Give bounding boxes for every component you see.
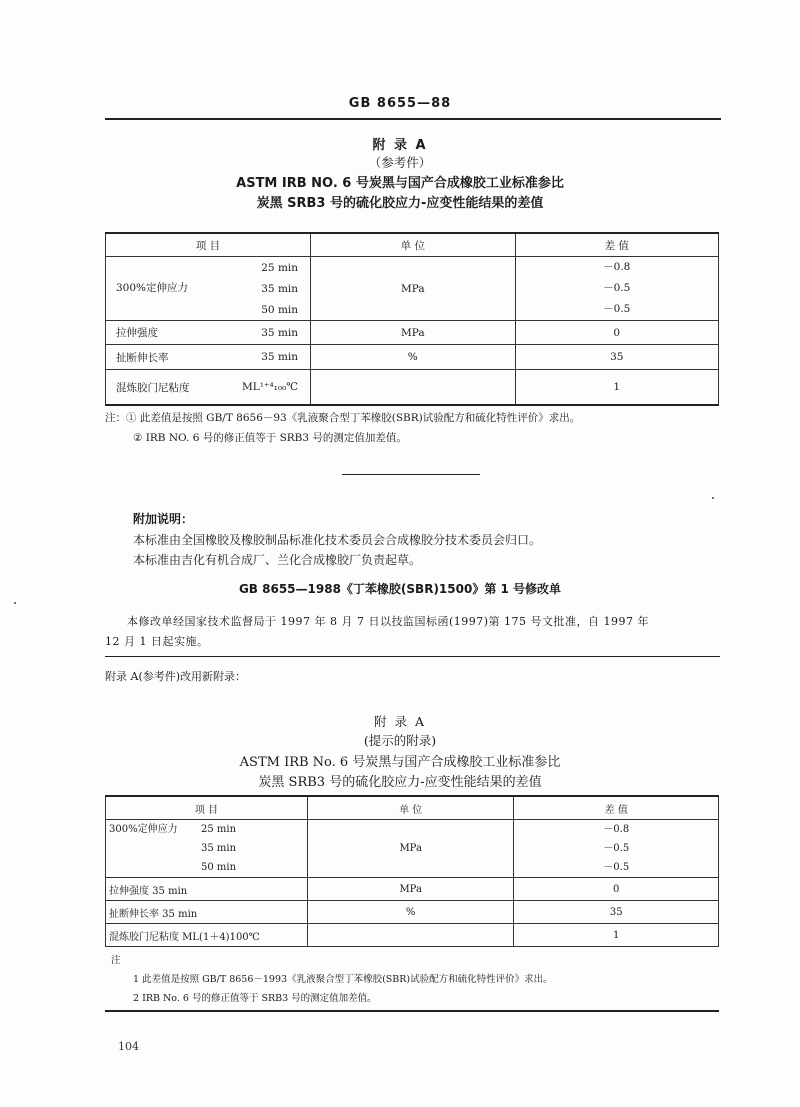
note-1: 1 此差值是按照 GB/T 8656－1993《乳液聚合型丁苯橡胶(SBR)试验配方和硫化特性评价》求出。 <box>133 974 553 985</box>
appendix-title-line2: 炭黑 SRB3 号的硫化胶应力-应变性能结果的差值 <box>258 775 542 790</box>
row-unit: % <box>307 901 514 924</box>
row-item <box>106 370 311 406</box>
additional-line-2: 本标准由吉化有机合成厂、兰化合成橡胶厂负责起草。 <box>133 553 422 567</box>
row-item <box>106 321 311 345</box>
row-item-time: ML¹⁺⁴₁₀₀℃ <box>241 381 299 393</box>
stress-unit: MPa <box>311 257 516 321</box>
stress-value: －0.5 <box>603 862 630 873</box>
stress-time: 50 min <box>261 303 299 316</box>
additional-line-1: 本标准由全国橡胶及橡胶制品标准化技术委员会合成橡胶分技术委员会归口。 <box>133 533 542 547</box>
amendment-rule <box>105 656 720 657</box>
row-item: 混炼胶门尼粘度 ML(1＋4)100℃ <box>106 924 308 947</box>
row-value: 35 <box>515 345 718 370</box>
table-row <box>106 924 719 947</box>
note-2: ② IRB NO. 6 号的修正值等于 SRB3 号的测定值加差值。 <box>133 432 407 444</box>
header-unit: 单 位 <box>307 796 514 820</box>
page-number: 104 <box>118 1040 139 1053</box>
section-divider <box>342 474 480 475</box>
stress-value: －0.8 <box>603 261 631 273</box>
header-diff: 差 值 <box>514 796 719 820</box>
table-row <box>106 878 719 901</box>
difference-table-revised <box>105 795 719 947</box>
stress-value: －0.5 <box>603 843 630 854</box>
table-row <box>106 820 719 878</box>
stress-label: 300%定伸应力 <box>116 282 189 294</box>
appendix-label: 附 录 A <box>372 138 428 153</box>
header-rule <box>105 118 721 120</box>
stress-time: 35 min <box>261 282 299 295</box>
stress-values <box>514 820 719 878</box>
row-value: 1 <box>514 924 719 947</box>
amendment-paragraph-line1: 本修改单经国家技术监督局于 1997 年 8 月 7 日以技监国标函(1997)第 175 号文批准，自 1997 年 <box>127 615 650 628</box>
stress-time: 50 min <box>201 862 237 873</box>
row-item-time: 35 min <box>261 326 299 339</box>
table-row <box>106 345 719 370</box>
additional-heading: 附加说明： <box>133 512 194 526</box>
table-header-row <box>106 233 719 257</box>
row-item-time: 35 min <box>261 351 299 363</box>
row-value: 35 <box>514 901 719 924</box>
row-unit: % <box>311 345 516 370</box>
standard-code-header: GB 8655—88 <box>348 96 452 111</box>
amendment-title: GB 8655—1988《丁苯橡胶(SBR)1500》第 1 号修改单 <box>238 582 562 596</box>
stress-value: －0.8 <box>603 824 630 835</box>
table-row <box>106 370 719 406</box>
stress-values <box>515 257 718 321</box>
table-row <box>106 901 719 924</box>
stress-time: 25 min <box>261 261 299 274</box>
row-unit: MPa <box>307 878 514 901</box>
table-header-row <box>106 796 719 820</box>
row-unit: MPa <box>311 321 516 345</box>
stress-value: －0.5 <box>603 303 631 315</box>
amendment-paragraph-line2: 12 月 1 日起实施。 <box>105 635 209 648</box>
stress-cell <box>106 257 311 321</box>
appendix-title-line1: ASTM IRB NO. 6 号炭黑与国产合成橡胶工业标准参比 <box>236 176 564 191</box>
appendix-title-line1: ASTM IRB No. 6 号炭黑与国产合成橡胶工业标准参比 <box>239 755 561 770</box>
row-item <box>106 345 311 370</box>
stress-time: 35 min <box>201 843 237 854</box>
row-item-label: 混炼胶门尼粘度 <box>116 381 190 394</box>
header-diff: 差 值 <box>515 233 718 257</box>
note-1: 注：① 此差值是按照 GB/T 8656－93《乳液聚合型丁苯橡胶(SBR)试验配方和硫化特性评价》求出。 <box>105 412 581 424</box>
row-value: 1 <box>515 370 718 406</box>
table-row <box>106 321 719 345</box>
stress-cell <box>106 820 308 878</box>
stress-value: －0.5 <box>603 282 631 294</box>
appendix-type: (提示的附录) <box>363 733 437 748</box>
header-item: 项 目 <box>106 796 308 820</box>
row-unit <box>311 370 516 406</box>
row-item-label: 拉伸强度 <box>116 327 158 339</box>
appendix-label: 附 录 A <box>374 714 426 729</box>
stress-unit: MPa <box>307 820 514 878</box>
row-item-label: 扯断伸长率 <box>116 351 169 364</box>
stress-label: 300%定伸应力 <box>109 824 178 835</box>
row-value: 0 <box>514 878 719 901</box>
difference-table-original <box>105 232 719 406</box>
row-unit <box>307 924 514 947</box>
table-row <box>106 257 719 321</box>
row-value: 0 <box>515 321 718 345</box>
appendix-title-line2: 炭黑 SRB3 号的硫化胶应力-应变性能结果的差值 <box>256 196 544 211</box>
appendix-type: （参考件） <box>368 155 432 170</box>
amendment-change-line: 附录 A(参考件)改用新附录： <box>105 670 247 683</box>
header-item <box>106 233 311 257</box>
stress-time: 25 min <box>201 824 237 835</box>
header-unit: 单 位 <box>311 233 516 257</box>
revised-notes-box <box>105 950 719 1012</box>
row-item: 扯断伸长率 35 min <box>106 901 308 924</box>
header-item-text: 项 目 <box>195 239 221 252</box>
scan-speck <box>712 497 714 499</box>
scan-speck <box>14 602 16 604</box>
row-item: 拉伸强度 35 min <box>106 878 308 901</box>
note-label: 注 <box>111 955 121 966</box>
note-2: 2 IRB No. 6 号的修正值等于 SRB3 号的测定值加差值。 <box>133 993 377 1004</box>
